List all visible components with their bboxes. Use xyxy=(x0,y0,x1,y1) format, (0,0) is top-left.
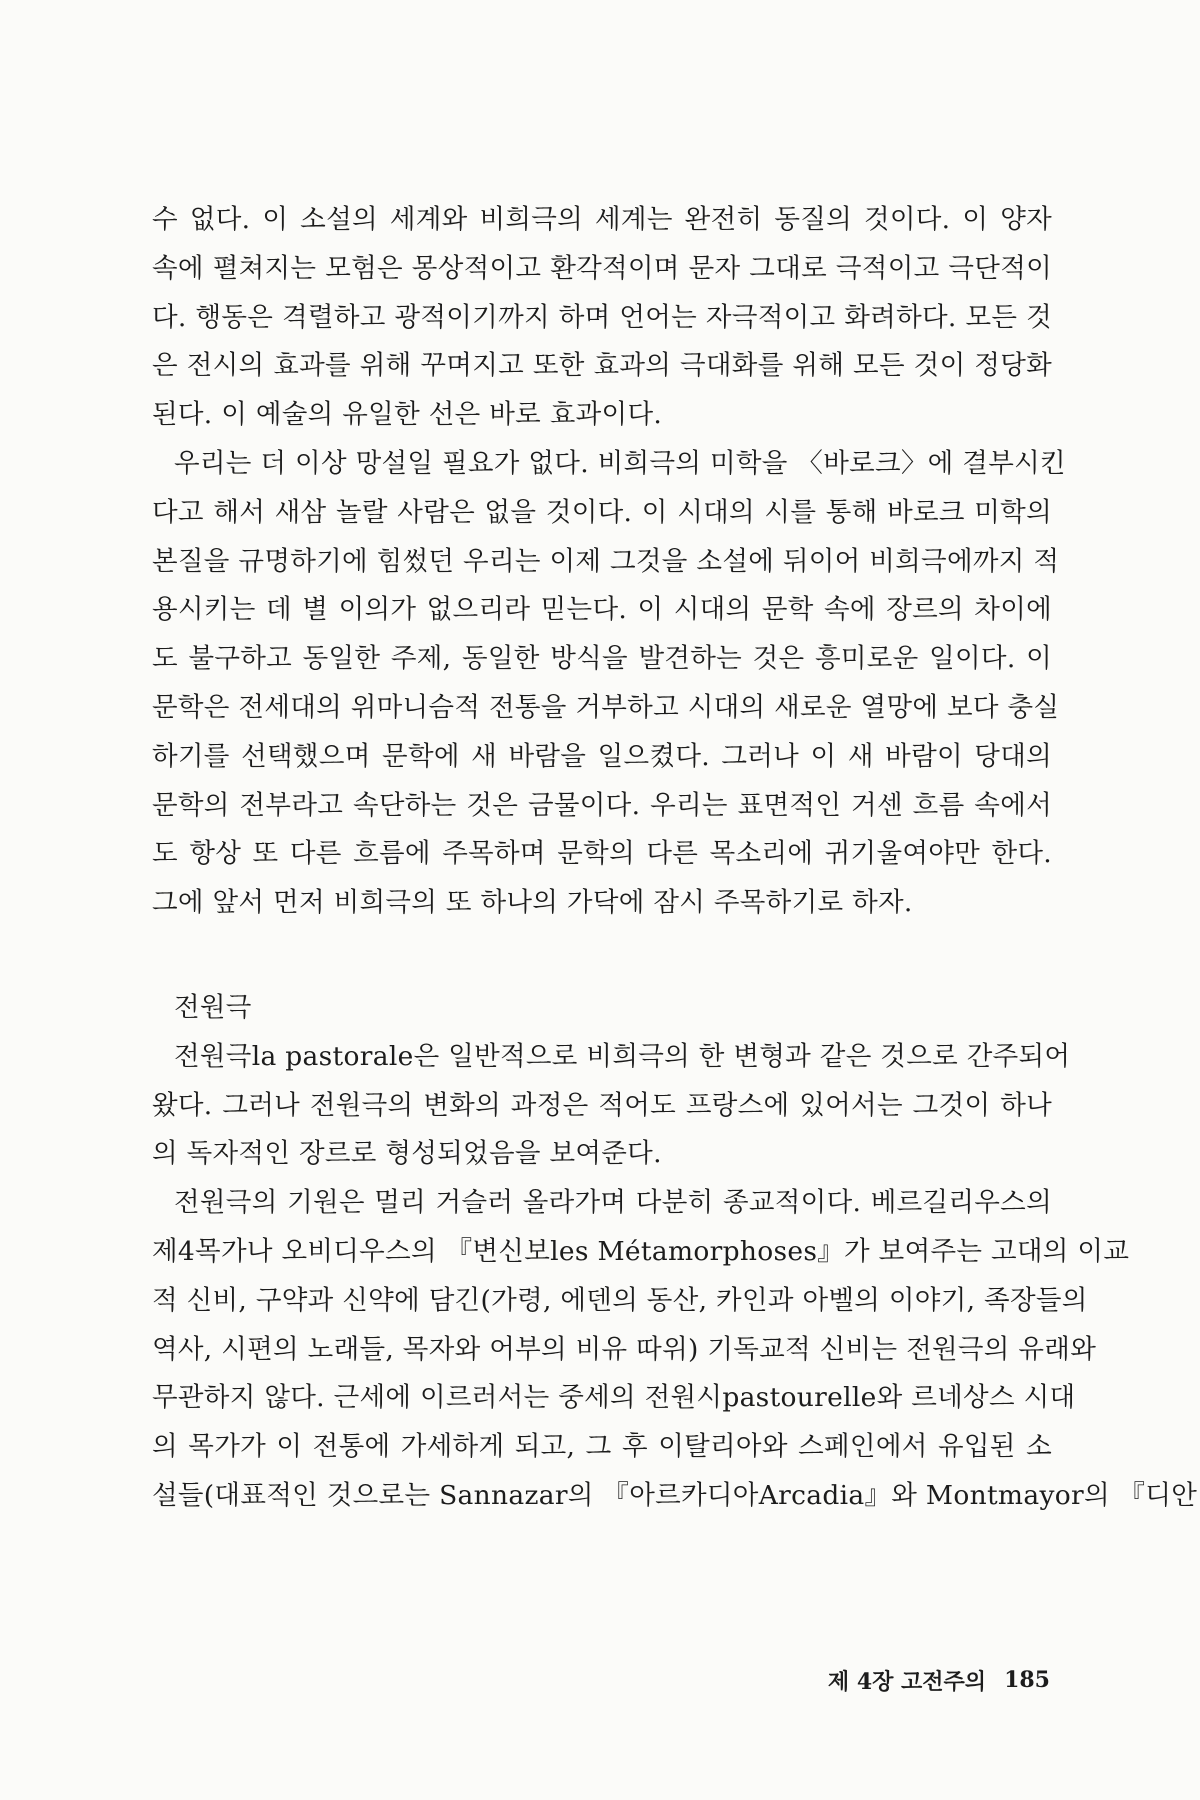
text-line: 다고 해서 새삼 놀랄 사람은 없을 것이다. 이 시대의 시를 통해 바로크 미학의 xyxy=(152,496,1052,528)
running-footer-chapter: 제 4장 고전주의 xyxy=(827,1668,987,1695)
text-line: 의 목가가 이 전통에 가세하게 되고, 그 후 이탈리아와 스페인에서 유입된 소 xyxy=(152,1431,1052,1463)
text-line: 본질을 규명하기에 힘썼던 우리는 이제 그것을 소설에 뒤이어 비희극에까지 적 xyxy=(152,545,1060,577)
text-line: 다. 행동은 격렬하고 광적이기까지 하며 언어는 자극적이고 화려하다. 모든 것 xyxy=(152,301,1052,333)
text-line: 문학은 전세대의 위마니슴적 전통을 거부하고 시대의 새로운 열망에 보다 충실 xyxy=(152,691,1060,723)
text-line: 적 신비, 구약과 신약에 담긴(가령, 에덴의 동산, 카인과 아벨의 이야기, 족장들의 xyxy=(152,1284,1088,1316)
text-line: 수 없다. 이 소설의 세계와 비희극의 세계는 완전히 동질의 것이다. 이 양자 xyxy=(152,204,1052,235)
text-line: 설들(대표적인 것으로는 Sannazar의 『아르카디아Arcadia』와 Montmayor의 『디안 xyxy=(152,1479,1198,1511)
body-text xyxy=(152,196,1198,1521)
page-footer xyxy=(800,1660,1050,1700)
text-line: 도 항상 또 다른 흐름에 주목하며 문학의 다른 목소리에 귀기울여야만 한다. xyxy=(152,838,1052,870)
section-gap xyxy=(152,928,1052,984)
text-line: 전원극la pastorale은 일반적으로 비희극의 한 변형과 같은 것으로 간주되어 xyxy=(174,1040,1071,1072)
page-number: 185 xyxy=(1004,1667,1050,1693)
text-line: 은 전시의 효과를 위해 꾸며지고 또한 효과의 극대화를 위해 모든 것이 정당화 xyxy=(152,350,1052,382)
text-line: 도 불구하고 동일한 주제, 동일한 방식을 발견하는 것은 흥미로운 일이다. 이 xyxy=(152,643,1052,675)
text-line: 된다. 이 예술의 유일한 선은 바로 효과이다. xyxy=(152,399,663,431)
text-line: 전원극의 기원은 멀리 거슬러 올라가며 다분히 종교적이다. 베르길리우스의 xyxy=(174,1187,1052,1219)
text-line: 의 독자적인 장르로 형성되었음을 보여준다. xyxy=(152,1138,662,1170)
text-line: 속에 펼쳐지는 모험은 몽상적이고 환각적이며 문자 그대로 극적이고 극단적이 xyxy=(152,252,1052,284)
text-line: 우리는 더 이상 망설일 필요가 없다. 비희극의 미학을 〈바로크〉에 결부시킨 xyxy=(174,447,1066,479)
text-line: 왔다. 그러나 전원극의 변화의 과정은 적어도 프랑스에 있어서는 그것이 하나 xyxy=(152,1089,1052,1121)
text-line: 그에 앞서 먼저 비희극의 또 하나의 가닥에 잠시 주목하기로 하자. xyxy=(152,887,913,919)
text-line: 하기를 선택했으며 문학에 새 바람을 일으켰다. 그러나 이 새 바람이 당대의 xyxy=(152,740,1052,772)
text-line: 역사, 시편의 노래들, 목자와 어부의 비유 따위) 기독교적 신비는 전원극의 유래와 xyxy=(152,1333,1097,1365)
text-line: 용시키는 데 별 이의가 없으리라 믿는다. 이 시대의 문학 속에 장르의 차이에 xyxy=(152,594,1052,626)
section-heading: 전원극 xyxy=(174,991,252,1023)
text-line: 문학의 전부라고 속단하는 것은 금물이다. 우리는 표면적인 거센 흐름 속에서 xyxy=(152,789,1052,821)
text-line: 제4목가나 오비디우스의 『변신보les Métamorphoses』가 보여주는 고대의 이교 xyxy=(152,1235,1130,1267)
text-line: 무관하지 않다. 근세에 이르러서는 중세의 전원시pastourelle와 르네상스 시대 xyxy=(152,1382,1076,1414)
